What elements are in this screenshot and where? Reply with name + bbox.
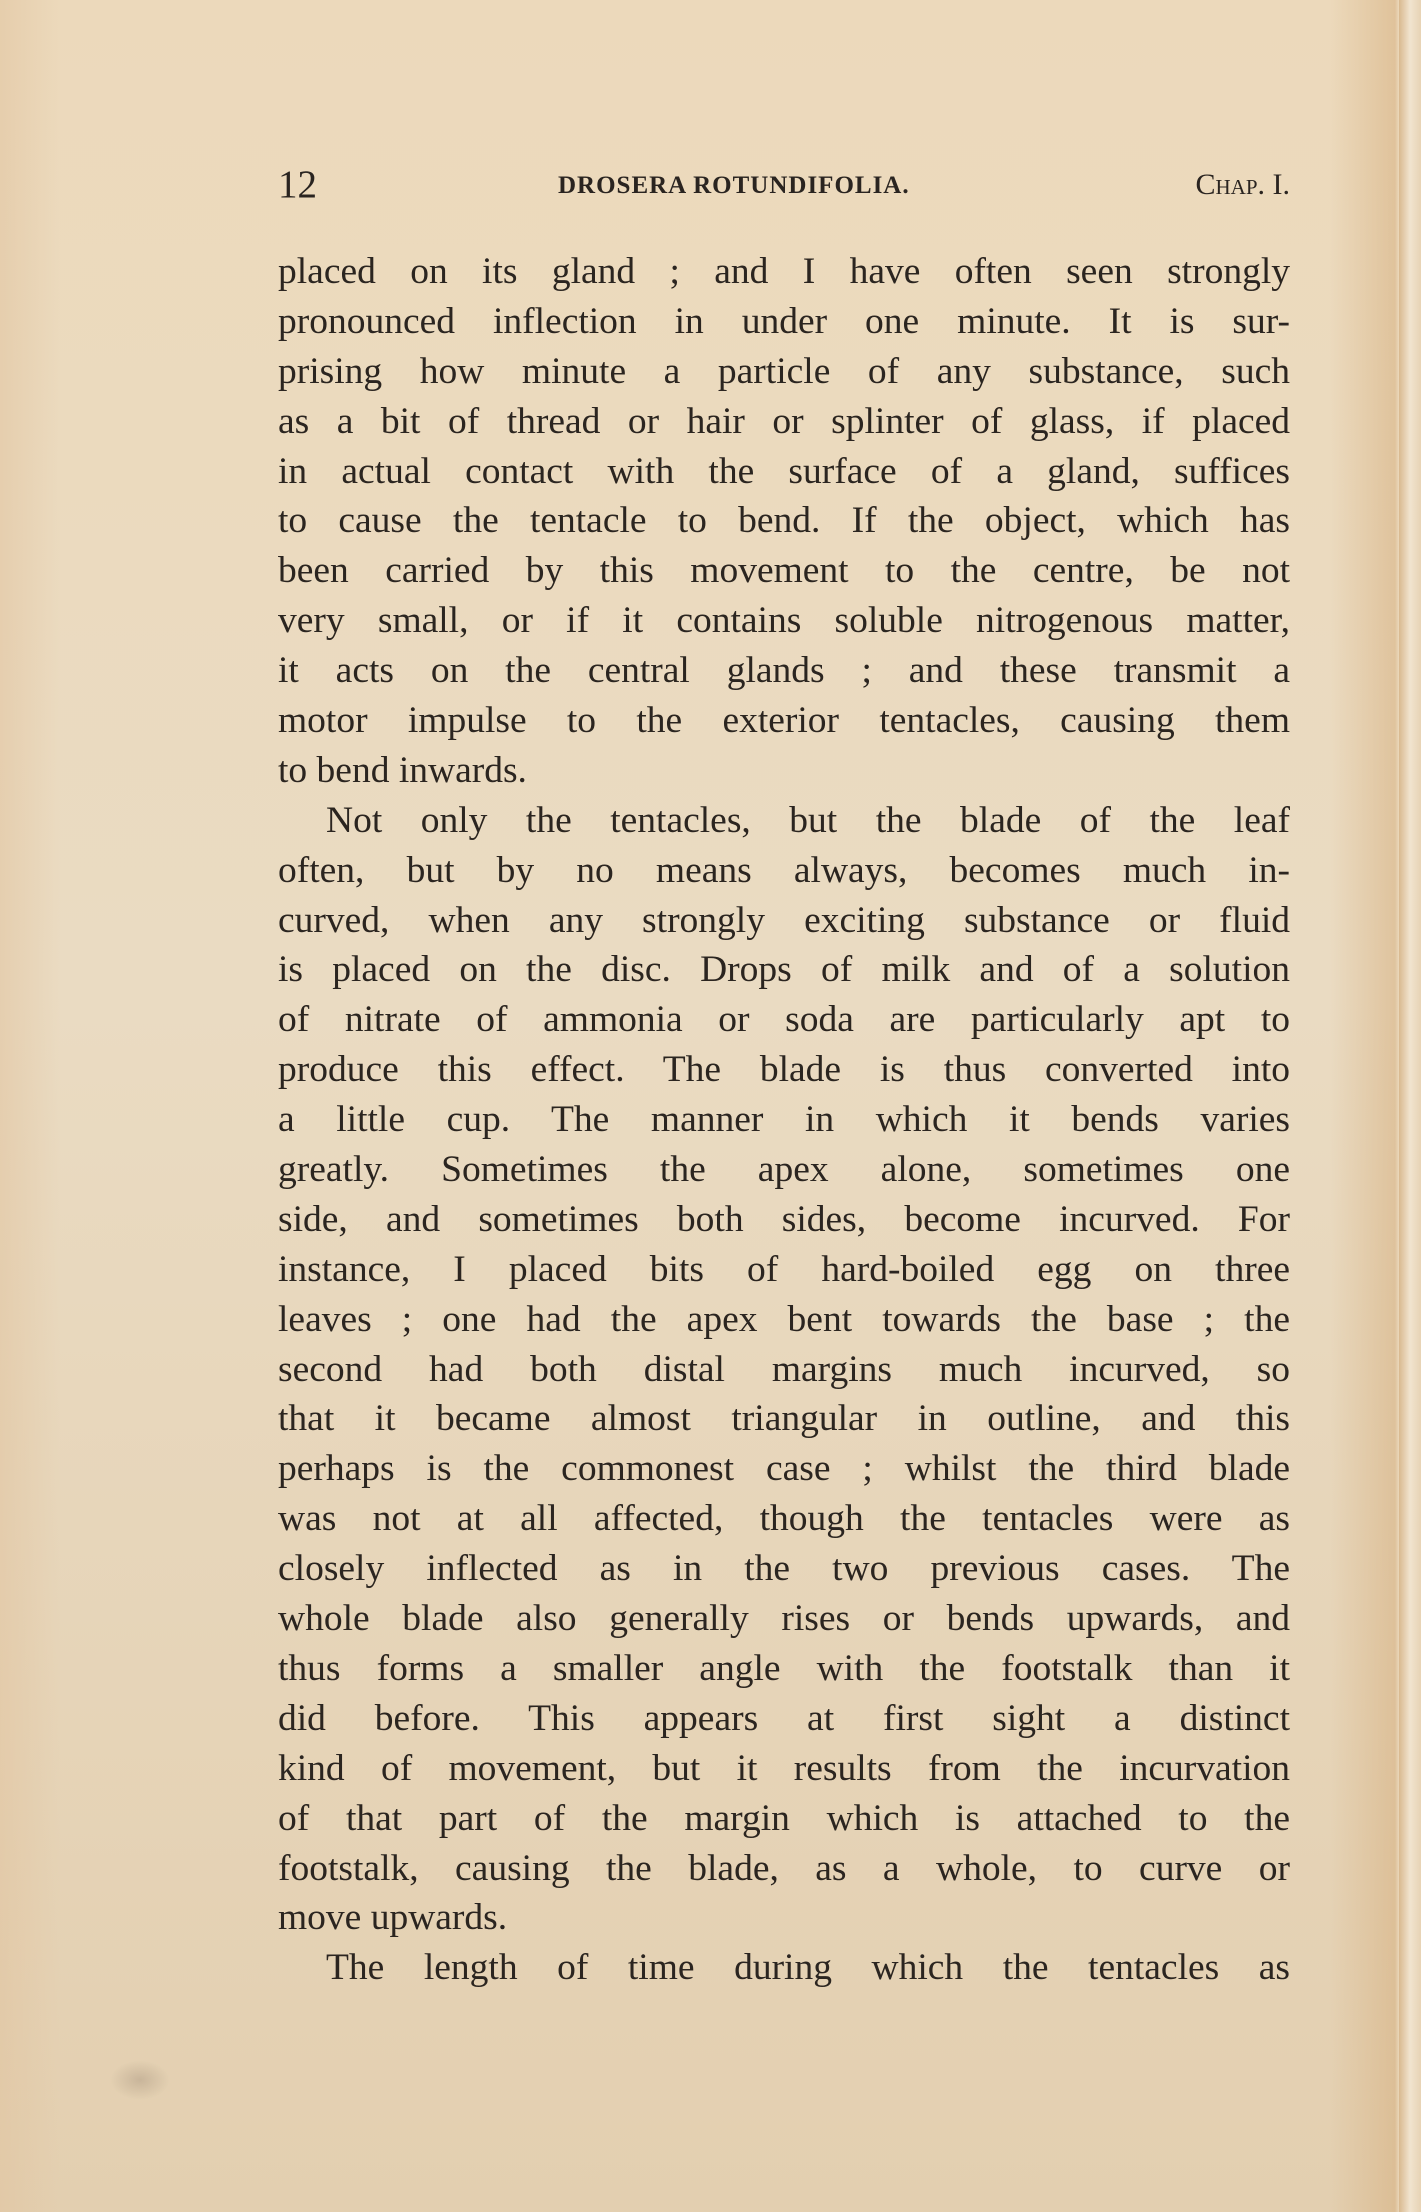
text-line: is placed on the disc. Drops of milk and of a solution	[278, 949, 1290, 991]
page-number: 12	[278, 163, 317, 206]
text-line: move upwards.	[278, 1897, 508, 1939]
text-line: often, but by no means always, becomes much in-	[278, 849, 1290, 891]
text-line: leaves ; one had the apex bent towards the base ; the	[278, 1298, 1290, 1340]
text-line: whole blade also generally rises or bends upwards, and	[278, 1598, 1290, 1640]
text-line: perhaps is the commonest case ; whilst the third blade	[278, 1448, 1290, 1490]
body-text	[278, 247, 1290, 1993]
text-line: side, and sometimes both sides, become incurved. For	[278, 1198, 1290, 1240]
text-line: a little cup. The manner in which it bends varies	[278, 1099, 1290, 1141]
text-line: to bend inwards.	[278, 749, 527, 791]
chapter-reference: Chap. I.	[1195, 168, 1290, 201]
text-line: Not only the tentacles, but the blade of the leaf	[326, 799, 1290, 841]
text-line: of that part of the margin which is attached to the	[278, 1797, 1290, 1839]
text-line: thus forms a smaller angle with the footstalk than it	[278, 1647, 1290, 1689]
text-line: did before. This appears at first sight a distinct	[278, 1697, 1290, 1739]
text-line: been carried by this movement to the centre, be not	[278, 550, 1290, 592]
text-line: second had both distal margins much incurved, so	[278, 1348, 1290, 1390]
running-head	[278, 160, 1290, 220]
text-line: that it became almost triangular in outline, and this	[278, 1398, 1290, 1440]
text-line: as a bit of thread or hair or splinter of glass, if placed	[278, 400, 1290, 442]
text-line: in actual contact with the surface of a gland, suffices	[278, 450, 1290, 492]
text-line: closely inflected as in the two previous cases. The	[278, 1548, 1290, 1590]
text-line: motor impulse to the exterior tentacles, causing them	[278, 700, 1290, 742]
running-title: DROSERA ROTUNDIFOLIA.	[558, 172, 910, 199]
text-line: very small, or if it contains soluble nitrogenous matter,	[278, 600, 1290, 642]
paragraph	[278, 247, 1290, 796]
text-line: produce this effect. The blade is thus converted into	[278, 1049, 1290, 1091]
text-line: placed on its gland ; and I have often seen strongly	[278, 251, 1290, 292]
text-line: prising how minute a particle of any substance, such	[278, 350, 1290, 392]
text-line: instance, I placed bits of hard-boiled egg on three	[278, 1248, 1290, 1290]
text-line: it acts on the central glands ; and these transmit a	[278, 650, 1290, 692]
page-stain	[110, 2060, 170, 2100]
text-line: pronounced inflection in under one minute. It is sur-	[278, 300, 1290, 342]
text-line: curved, when any strongly exciting substance or fluid	[278, 899, 1290, 941]
text-line: The length of time during which the tentacles as	[326, 1947, 1290, 1989]
paragraph	[278, 796, 1290, 1943]
paragraph	[278, 1943, 1290, 1993]
text-line: footstalk, causing the blade, as a whole, to curve or	[278, 1847, 1290, 1889]
text-line: kind of movement, but it results from the incurvation	[278, 1747, 1290, 1789]
text-line: greatly. Sometimes the apex alone, sometimes one	[278, 1149, 1290, 1191]
text-line: was not at all affected, though the tentacles were as	[278, 1498, 1290, 1540]
text-line: to cause the tentacle to bend. If the object, which has	[278, 500, 1290, 542]
page-edge	[1399, 0, 1421, 2212]
text-line: of nitrate of ammonia or soda are particularly apt to	[278, 999, 1290, 1041]
